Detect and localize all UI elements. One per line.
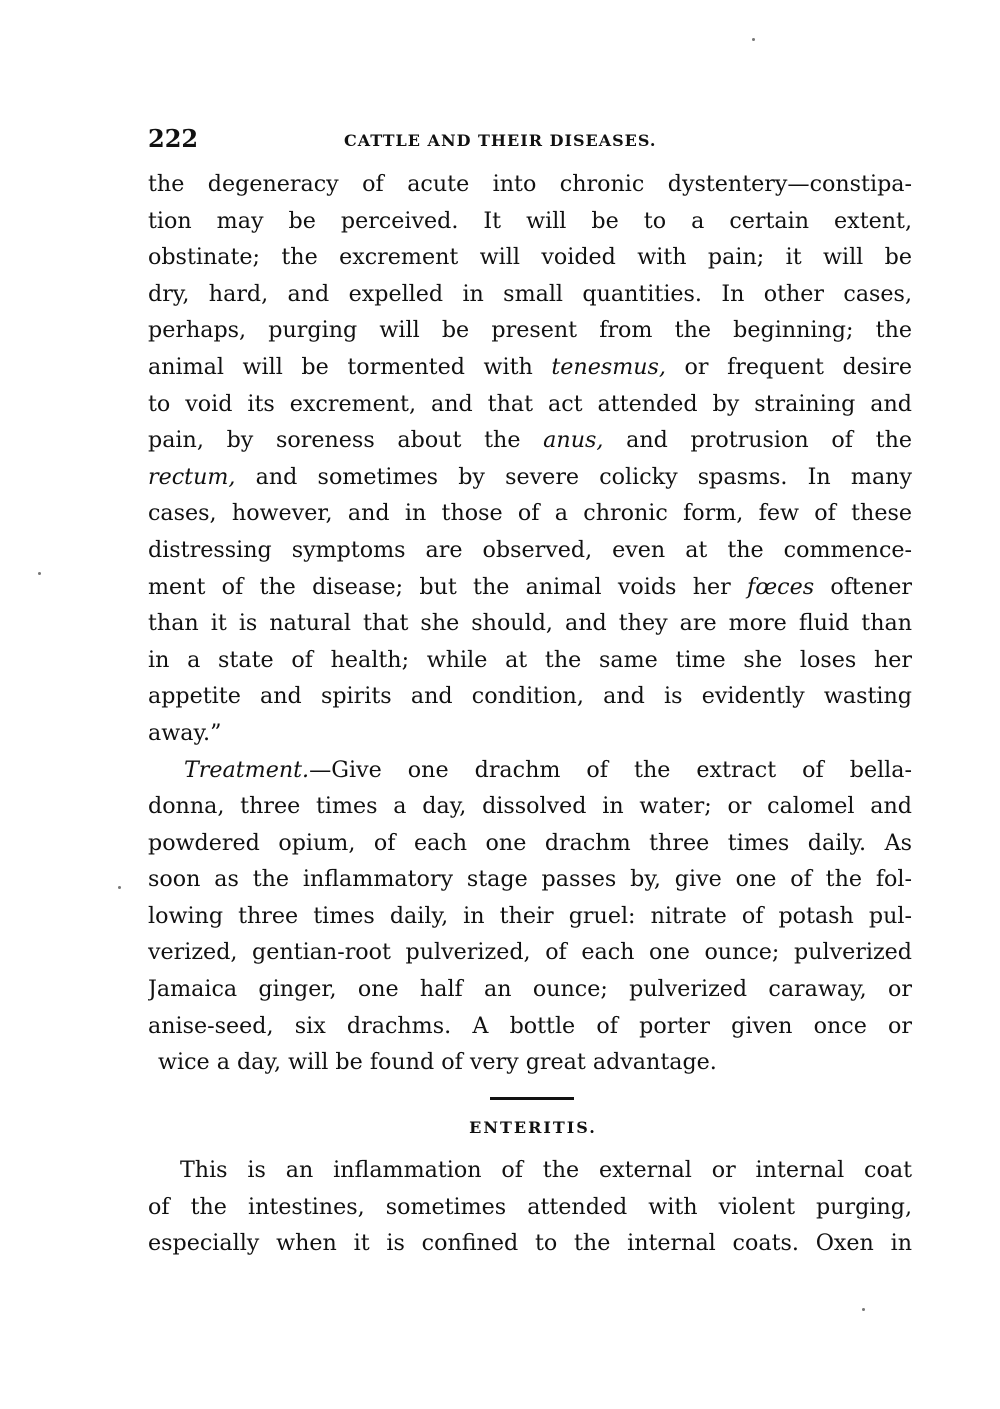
scan-speck [38, 572, 41, 575]
scan-speck [862, 1308, 865, 1311]
text-span: animal will be tormented with [148, 353, 552, 380]
text-line: verized, gentian-root pulverized, of each one ounce; pulverized [148, 939, 912, 966]
text-line: donna, three times a day, dissolved in water; or calomel and [148, 793, 912, 820]
text-line: anise-seed, six drachms. A bottle of porter given once or [148, 1012, 912, 1039]
italic-term: tenesmus, [551, 353, 666, 380]
text-line: obstinate; the excrement will voided with pain; it will be [148, 244, 912, 271]
section-text [148, 1152, 912, 1262]
text-line: soon as the inflammatory stage passes by, give one of the fol- [148, 866, 912, 893]
text-line: of the intestines, sometimes attended with violent purging, [148, 1193, 912, 1220]
text-span: —Give one drachm of the extract of bella- [309, 756, 912, 783]
scan-speck [752, 38, 755, 41]
text-line: perhaps, purging will be present from the beginning; the [148, 317, 912, 344]
text-line: tion may be perceived. It will be to a certain extent, [148, 207, 912, 234]
text-span: oftener [814, 573, 912, 600]
page-header [148, 118, 912, 158]
section-heading: ENTERITIS. [469, 1118, 597, 1137]
text-line: in a state of health; while at the same time she loses her [148, 646, 912, 673]
text-line [148, 349, 912, 386]
text-line: the degeneracy of acute into chronic dystentery—constipa- [148, 171, 912, 197]
scan-speck [118, 886, 121, 889]
text-span: pain, by soreness about the [148, 427, 544, 454]
text-line: distressing symptoms are observed, even at the commence- [148, 536, 912, 563]
text-line: especially when it is confined to the internal coats. Oxen in [148, 1230, 912, 1257]
text-line: appetite and spirits and condition, and is evidently wasting [148, 683, 912, 710]
text-span: and protrusion of the [603, 427, 912, 454]
italic-term: fœces [747, 573, 815, 600]
text-line [148, 459, 912, 496]
text-line: Jamaica ginger, one half an ounce; pulverized caraway, or [148, 976, 912, 1003]
treatment-line [148, 752, 912, 789]
italic-term: anus, [543, 427, 604, 454]
divider-rule [490, 1097, 574, 1100]
text-line: lowing three times daily, in their gruel: nitrate of potash pul- [148, 902, 912, 929]
treatment-label: Treatment. [184, 756, 310, 783]
text-line: to void its excrement, and that act attended by straining and [148, 390, 912, 417]
text-line: dry, hard, and expelled in small quantities. In other cases, [148, 280, 912, 307]
text-line: than it is natural that she should, and they are more fluid than [148, 610, 912, 637]
page-number: 222 [148, 124, 199, 153]
text-line: This is an inflammation of the external or internal coat [180, 1157, 912, 1183]
text-line: cases, however, and in those of a chronic form, few of these [148, 500, 912, 527]
italic-term: rectum, [148, 463, 236, 490]
text-span: or frequent desire [665, 353, 912, 380]
text-span: ment of the disease; but the animal voids her [148, 573, 747, 600]
body-text [148, 166, 912, 1081]
text-span: and sometimes by severe colicky spasms. In many [235, 463, 912, 490]
section-divider [0, 1097, 1000, 1103]
text-line: powdered opium, of each one drachm three times daily. As [148, 829, 912, 856]
text-line [148, 422, 912, 459]
text-line: wice a day, will be found of very great advantage. [158, 1049, 717, 1076]
running-title: CATTLE AND THEIR DISEASES. [344, 131, 657, 150]
text-line [148, 569, 912, 606]
text-line: away.” [148, 719, 222, 746]
